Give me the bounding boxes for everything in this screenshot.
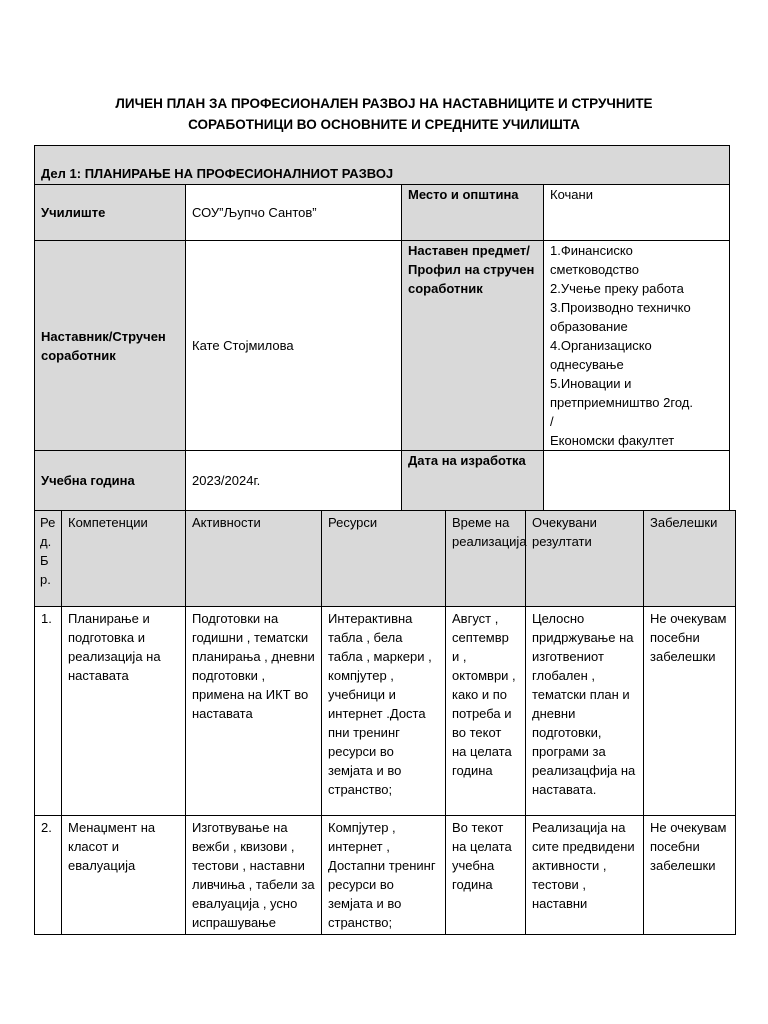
results-cell: Целосно придржување на изготвениот глобален , тематски план и дневни подготовки, програми за реализацфија на наставата. [526,607,644,816]
header-resources: Ресурси [322,511,446,607]
time-cell: Во текот на целата учебна година [446,816,526,935]
school-value: СОУ”Љупчо Сантов” [186,185,402,241]
document-title [0,93,768,135]
place-value: Кочани [544,185,730,241]
subject-value: 1.Финансиско сметководство 2.Учење преку работа 3.Производно техничко образование 4.Организациско однесување 5.Иновации и претприемништво 2год. / Економски факултет [544,241,730,451]
header-competences: Компетенции [62,511,186,607]
planning-info-table [34,145,730,511]
row-number: 1. [35,607,62,816]
notes-cell: Не очекувам посебни забелешки [644,607,736,816]
resources-cell: Компјутер , интернет , Достапни тренинг ресурси во земјата и во странство; [322,816,446,935]
header-activities: Активности [186,511,322,607]
row-number: 2. [35,816,62,935]
activities-cell: Подготовки на годишни , тематски планирања , дневни подготовки , примена на ИКТ во наставата [186,607,322,816]
table-row [35,607,736,816]
competence-cell: Планирање и подготовка и реализација на наставата [62,607,186,816]
title-line-2: СОРАБОТНИЦИ ВО ОСНОВНИТЕ И СРЕДНИТЕ УЧИЛИШТА [188,117,580,132]
table-header-row [35,511,736,607]
teacher-label: Наставник/Стручен соработник [35,241,186,451]
header-number: Ред.Бр. [35,511,62,607]
table-row [35,816,736,935]
school-label: Училиште [35,185,186,241]
resources-cell: Интерактивна табла , бела табла , маркери , компјутер , учебници и интернет .Доста пни тренинг ресурси во земјата и во странство; [322,607,446,816]
time-cell: Август , септемвр и , октомври , како и по потреба и во текот на целата година [446,607,526,816]
date-value [544,451,730,511]
year-value: 2023/2024г. [186,451,402,511]
header-time: Време на реализација [446,511,526,607]
header-notes: Забелешки [644,511,736,607]
section-heading: Дел 1: ПЛАНИРАЊЕ НА ПРОФЕСИОНАЛНИОТ РАЗВОЈ [35,146,730,185]
results-cell: Реализација на сите предвидени активности , тестови , наставни [526,816,644,935]
activities-cell: Изготвување на вежби , квизови , тестови , наставни ливчиња , табели за евалуација , усно испрашување [186,816,322,935]
subject-label: Наставен предмет/Профил на стручен соработник [402,241,544,451]
teacher-value: Кате Стојмилова [186,241,402,451]
plan-table [34,510,736,935]
competence-cell: Менаџмент на класот и евалуација [62,816,186,935]
date-label: Дата на изработка [402,451,544,511]
title-line-1: ЛИЧЕН ПЛАН ЗА ПРОФЕСИОНАЛЕН РАЗВОЈ НА НАСТАВНИЦИТЕ И СТРУЧНИТЕ [115,96,653,111]
year-label: Учебна година [35,451,186,511]
header-results: Очекувани резултати [526,511,644,607]
place-label: Место и општина [402,185,544,241]
notes-cell: Не очекувам посебни забелешки [644,816,736,935]
